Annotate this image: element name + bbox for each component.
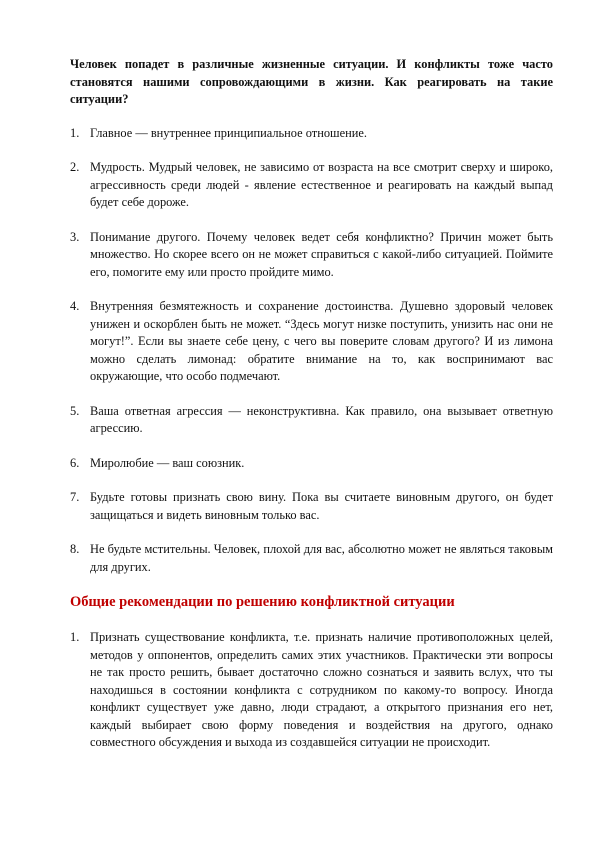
list-item-text: Главное — внутреннее принципиальное отношение. xyxy=(90,125,367,140)
list-item xyxy=(70,159,553,212)
list-item-text: Миролюбие — ваш союзник. xyxy=(90,455,245,470)
list-item xyxy=(70,229,553,282)
list-item-text: Мудрость. Мудрый человек, не зависимо от возраста на все смотрит сверху и широко, агрессивность среди людей - явление естественное и реагировать на каждый выпад будет себе дороже. xyxy=(90,160,553,209)
list-item xyxy=(70,455,553,473)
list-item-number: 2. xyxy=(70,160,80,174)
list-item-number: 8. xyxy=(70,542,80,556)
list-item-text: Будьте готовы признать свою вину. Пока вы считаете виновным другого, он будет защищаться и видеть виновным только вас. xyxy=(90,490,553,522)
list-item-text: Не будьте мстительны. Человек, плохой для вас, абсолютно может не являться таковым для других. xyxy=(90,542,553,574)
list-item-number: 1. xyxy=(70,125,80,140)
list-item xyxy=(70,489,553,524)
list-item-number: 6. xyxy=(70,455,80,470)
list-item xyxy=(70,541,553,576)
list-item-text: Внутренняя безмятежность и сохранение достоинства. Душевно здоровый человек унижен и оскорблен быть не может. “Здесь могут низке поступить, унизить нас они не могут!”. Если вы знаете себе цену, с чего вы поверите словам другого? И из лимона можно сделать лимонад: обратите внимание на то, как воспринимают вас окружающие, что особо подмечают. xyxy=(90,299,553,383)
list-item xyxy=(70,629,553,752)
list-item xyxy=(70,125,553,143)
list-item-number: 3. xyxy=(70,229,80,244)
list-item xyxy=(70,298,553,386)
list-item-text: Понимание другого. Почему человек ведет себя конфликтно? Причин может быть множество. Но скорее всего он не может справиться с какой-либо ситуацией. Поймите его, помогите ему или просто пройдите мимо. xyxy=(90,229,553,279)
list-item-number: 4. xyxy=(70,299,80,313)
list-item-number: 7. xyxy=(70,490,80,504)
list-item-number: 1. xyxy=(70,630,80,644)
tips-list xyxy=(70,125,553,577)
list-item-text: Ваша ответная агрессия — неконструктивна. Как правило, она вызывает ответную агрессию. xyxy=(90,403,553,435)
document-page xyxy=(70,56,553,752)
list-item-number: 5. xyxy=(70,403,80,418)
list-item xyxy=(70,403,553,438)
section-heading: Общие рекомендации по решению конфликтной ситуации xyxy=(70,594,455,610)
intro-paragraph: Человек попадет в различные жизненные ситуации. И конфликты тоже часто становятся нашими сопровождающими в жизни. Как реагировать на такие ситуации? xyxy=(70,57,553,106)
list-item-text: Признать существование конфликта, т.е. признать наличие противоположных целей, методов у оппонентов, определить самих этих участников. Практически эти вопросы не так просто решить, бывает достаточно сложно сознаться и заявить вслух, что ты находишься в состоянии конфликта с сотрудником по какому-то вопросу. Иногда конфликт существует уже давно, люди страдают, а открытого признания его нет, каждый выбирает свою форму поведения и воздействия на другого, однако совместного обсуждения и выхода из создавшейся ситуации не происходит. xyxy=(90,630,553,749)
recommendations-list xyxy=(70,629,553,752)
